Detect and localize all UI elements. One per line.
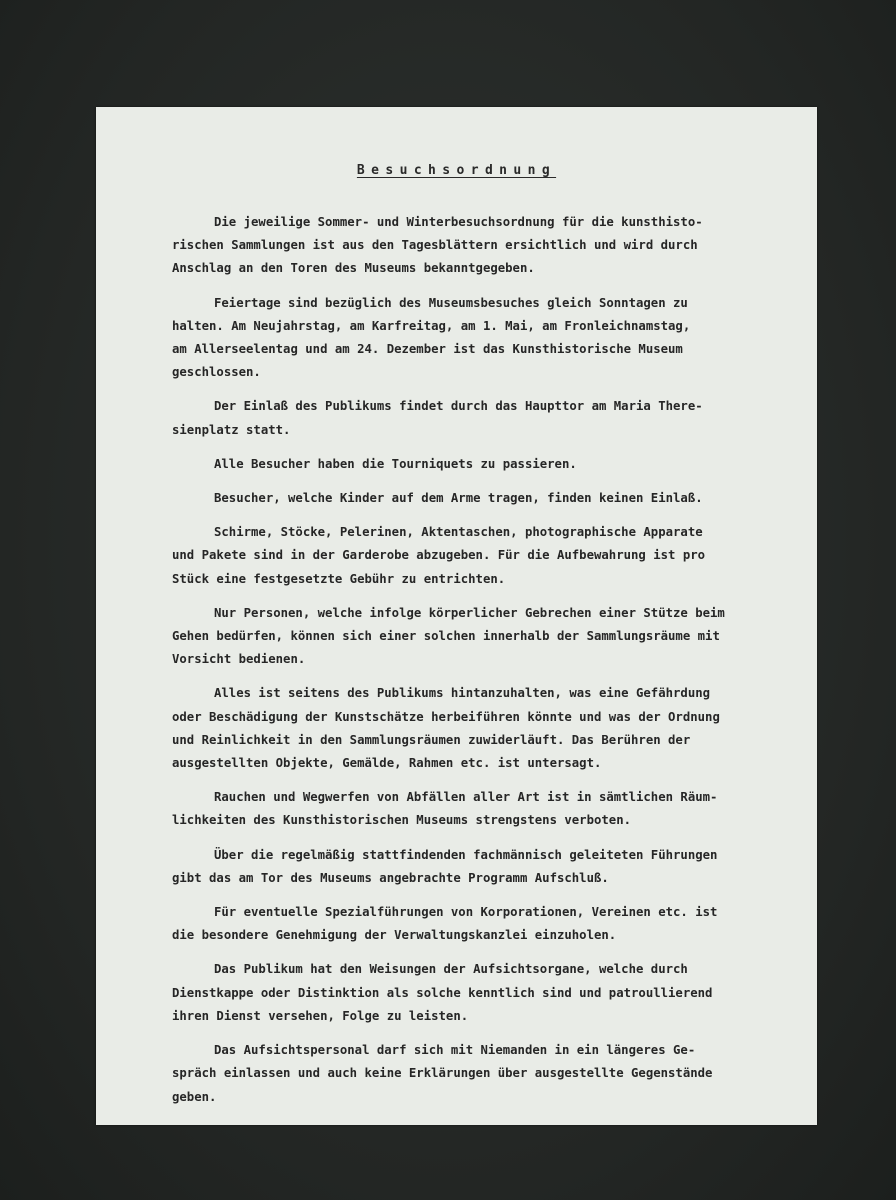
paragraph — [172, 453, 772, 476]
paragraph — [172, 602, 772, 672]
paragraph-line: gibt das am Tor des Museums angebrachte Programm Aufschluß. — [172, 870, 609, 885]
paragraph — [172, 682, 772, 775]
paragraph-line: oder Beschädigung der Kunstschätze herbeiführen könnte und was der Ordnung — [172, 709, 720, 724]
paragraph-line: Für eventuelle Spezialführungen von Korporationen, Vereinen etc. ist — [214, 905, 718, 920]
paragraph-line: Rauchen und Wegwerfen von Abfällen aller Art ist in sämtlichen Räum- — [214, 790, 718, 805]
paragraph-line: Feiertage sind bezüglich des Museumsbesuches gleich Sonntagen zu — [214, 295, 688, 310]
paragraph-line: Nur Personen, welche infolge körperlicher Gebrechen einer Stütze beim — [214, 605, 725, 620]
paragraph — [172, 1039, 772, 1109]
paragraph-line: und Reinlichkeit in den Sammlungsräumen zuwiderläuft. Das Berühren der — [172, 732, 691, 747]
paragraph-line: Vorsicht bedienen. — [172, 652, 306, 667]
paragraph — [172, 786, 772, 832]
paragraph-line: Alle Besucher haben die Tourniquets zu passieren. — [214, 456, 577, 471]
paragraph-line: Die jeweilige Sommer- und Winterbesuchsordnung für die kunsthisto- — [214, 215, 703, 229]
paragraph — [172, 487, 772, 510]
document-page — [96, 107, 817, 1125]
paragraph-line: spräch einlassen und auch keine Erklärungen über ausgestellte Gegenstände — [172, 1066, 713, 1081]
paragraph-line: und Pakete sind in der Garderobe abzugeben. Für die Aufbewahrung ist pro — [172, 548, 706, 563]
paragraph-line: Der Einlaß des Publikums findet durch das Haupttor am Maria There- — [214, 399, 703, 414]
paragraph-line: Anschlag an den Toren des Museums bekanntgegeben. — [172, 261, 535, 276]
paragraph-line: die besondere Genehmigung der Verwaltungskanzlei einzuholen. — [172, 928, 617, 943]
paragraph-line: sienplatz statt. — [172, 422, 291, 437]
paragraph — [172, 901, 772, 947]
paragraph-line: Stück eine festgesetzte Gebühr zu entrichten. — [172, 571, 506, 586]
paragraph — [172, 395, 772, 441]
paragraph-line: Schirme, Stöcke, Pelerinen, Aktentaschen, photographische Apparate — [214, 525, 703, 540]
paragraph-line: ihren Dienst versehen, Folge zu leisten. — [172, 1008, 469, 1023]
paragraph-line: Das Publikum hat den Weisungen der Aufsichtsorgane, welche durch — [214, 962, 688, 977]
paragraph — [172, 844, 772, 890]
paragraph-line: lichkeiten des Kunsthistorischen Museums strengstens verboten. — [172, 813, 632, 828]
paragraph-line: Alles ist seitens des Publikums hintanzuhalten, was eine Gefährdung — [214, 686, 711, 701]
paragraph-line: halten. Am Neujahrstag, am Karfreitag, am 1. Mai, am Fronleichnamstag, — [172, 318, 691, 333]
paragraph-line: rischen Sammlungen ist aus den Tagesblättern ersichtlich und wird durch — [172, 238, 698, 253]
paragraph-line: Besucher, welche Kinder auf dem Arme tragen, finden keinen Einlaß. — [214, 491, 703, 506]
paragraph-line: am Allerseelentag und am 24. Dezember ist das Kunsthistorische Museum — [172, 342, 683, 357]
document-title: Besuchsordnung — [356, 163, 557, 178]
paragraph — [172, 292, 772, 385]
paragraph-line: Dienstkappe oder Distinktion als solche kenntlich sind und patroullierend — [172, 985, 713, 1000]
paragraph — [172, 521, 772, 591]
paragraph-line: Über die regelmäßig stattfindenden fachmännisch geleiteten Führungen — [214, 847, 718, 862]
paragraph-line: ausgestellten Objekte, Gemälde, Rahmen etc. ist untersagt. — [172, 756, 602, 771]
paragraph-line: geben. — [172, 1089, 217, 1104]
document-body — [172, 211, 772, 1120]
paragraph — [172, 958, 772, 1028]
paragraph-line: Das Aufsichtspersonal darf sich mit Niemanden in ein längeres Ge- — [214, 1043, 696, 1058]
paragraph — [172, 211, 772, 281]
paragraph-line: Gehen bedürfen, können sich einer solchen innerhalb der Sammlungsräume mit — [172, 629, 720, 644]
paragraph-line: geschlossen. — [172, 365, 261, 380]
